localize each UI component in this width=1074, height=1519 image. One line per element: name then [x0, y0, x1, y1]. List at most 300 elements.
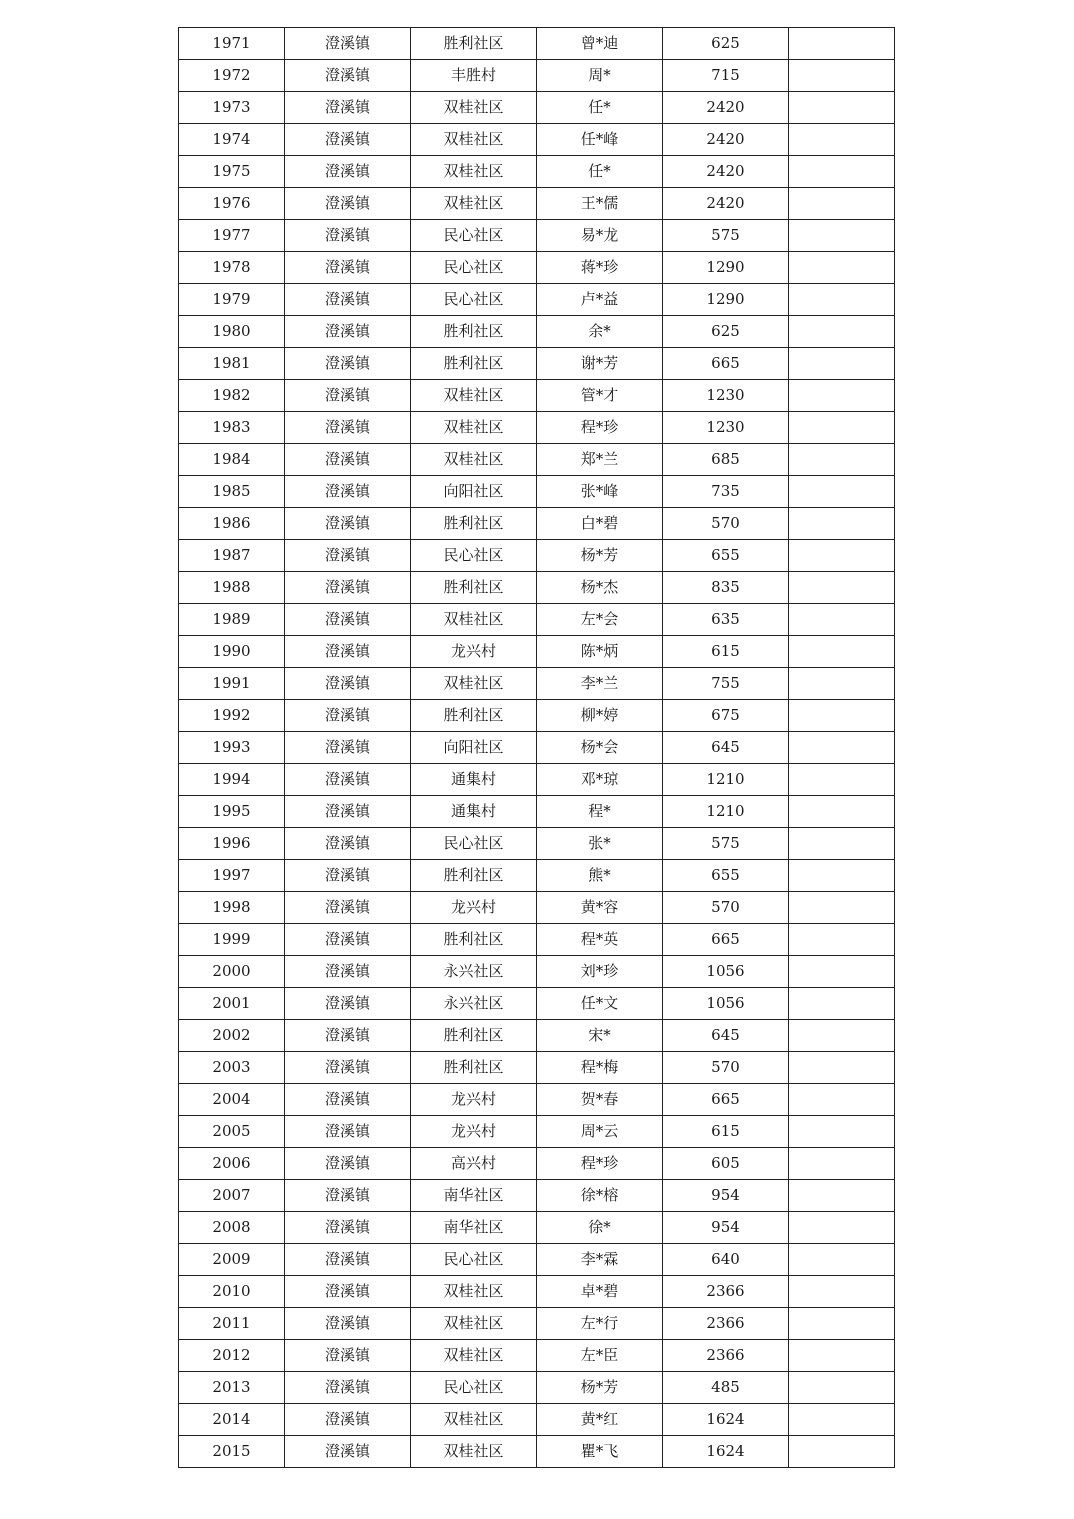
- table-row: [179, 604, 895, 636]
- table-row: [179, 316, 895, 348]
- cell-serial-number: 1985: [179, 476, 285, 508]
- table-row: [179, 412, 895, 444]
- cell-village: 龙兴村: [411, 892, 537, 924]
- cell-remark: [789, 1020, 895, 1052]
- cell-serial-number: 2001: [179, 988, 285, 1020]
- table-row: [179, 348, 895, 380]
- cell-amount: 735: [663, 476, 789, 508]
- cell-serial-number: 1999: [179, 924, 285, 956]
- cell-amount: 954: [663, 1180, 789, 1212]
- cell-town: 澄溪镇: [285, 540, 411, 572]
- cell-town: 澄溪镇: [285, 316, 411, 348]
- cell-name: 卓*碧: [537, 1276, 663, 1308]
- cell-village: 民心社区: [411, 220, 537, 252]
- cell-remark: [789, 924, 895, 956]
- cell-town: 澄溪镇: [285, 956, 411, 988]
- cell-name: 曾*迪: [537, 28, 663, 60]
- cell-amount: 575: [663, 828, 789, 860]
- cell-name: 宋*: [537, 1020, 663, 1052]
- cell-town: 澄溪镇: [285, 476, 411, 508]
- cell-remark: [789, 572, 895, 604]
- cell-serial-number: 1991: [179, 668, 285, 700]
- table-row: [179, 1212, 895, 1244]
- cell-name: 程*英: [537, 924, 663, 956]
- cell-village: 民心社区: [411, 284, 537, 316]
- cell-town: 澄溪镇: [285, 284, 411, 316]
- cell-amount: 1624: [663, 1436, 789, 1468]
- table-row: [179, 508, 895, 540]
- table-row: [179, 1404, 895, 1436]
- cell-town: 澄溪镇: [285, 1244, 411, 1276]
- table-row: [179, 156, 895, 188]
- cell-name: 黄*红: [537, 1404, 663, 1436]
- cell-village: 通集村: [411, 764, 537, 796]
- cell-town: 澄溪镇: [285, 732, 411, 764]
- cell-serial-number: 2006: [179, 1148, 285, 1180]
- cell-town: 澄溪镇: [285, 92, 411, 124]
- cell-name: 程*: [537, 796, 663, 828]
- cell-remark: [789, 380, 895, 412]
- cell-name: 杨*杰: [537, 572, 663, 604]
- cell-name: 刘*珍: [537, 956, 663, 988]
- cell-name: 余*: [537, 316, 663, 348]
- cell-village: 丰胜村: [411, 60, 537, 92]
- cell-amount: 635: [663, 604, 789, 636]
- cell-town: 澄溪镇: [285, 28, 411, 60]
- cell-village: 双桂社区: [411, 92, 537, 124]
- cell-serial-number: 2008: [179, 1212, 285, 1244]
- cell-name: 任*: [537, 92, 663, 124]
- cell-town: 澄溪镇: [285, 860, 411, 892]
- cell-amount: 1210: [663, 796, 789, 828]
- cell-amount: 835: [663, 572, 789, 604]
- cell-serial-number: 1988: [179, 572, 285, 604]
- table-row: [179, 124, 895, 156]
- cell-town: 澄溪镇: [285, 1084, 411, 1116]
- cell-remark: [789, 60, 895, 92]
- table-row: [179, 892, 895, 924]
- table-row: [179, 188, 895, 220]
- cell-remark: [789, 124, 895, 156]
- table-row: [179, 380, 895, 412]
- cell-village: 双桂社区: [411, 1404, 537, 1436]
- cell-serial-number: 1989: [179, 604, 285, 636]
- cell-name: 杨*会: [537, 732, 663, 764]
- cell-town: 澄溪镇: [285, 572, 411, 604]
- records-table-body: [179, 28, 895, 1468]
- cell-village: 龙兴村: [411, 1116, 537, 1148]
- cell-remark: [789, 1084, 895, 1116]
- cell-name: 贺*春: [537, 1084, 663, 1116]
- cell-serial-number: 1975: [179, 156, 285, 188]
- cell-name: 李*霖: [537, 1244, 663, 1276]
- cell-serial-number: 2007: [179, 1180, 285, 1212]
- cell-amount: 1230: [663, 380, 789, 412]
- cell-remark: [789, 412, 895, 444]
- cell-town: 澄溪镇: [285, 1116, 411, 1148]
- cell-amount: 1290: [663, 252, 789, 284]
- cell-amount: 1230: [663, 412, 789, 444]
- cell-amount: 2420: [663, 156, 789, 188]
- cell-town: 澄溪镇: [285, 988, 411, 1020]
- cell-town: 澄溪镇: [285, 1340, 411, 1372]
- cell-remark: [789, 1340, 895, 1372]
- cell-name: 程*梅: [537, 1052, 663, 1084]
- cell-remark: [789, 796, 895, 828]
- cell-amount: 665: [663, 348, 789, 380]
- cell-village: 双桂社区: [411, 1340, 537, 1372]
- cell-serial-number: 1974: [179, 124, 285, 156]
- cell-name: 郑*兰: [537, 444, 663, 476]
- cell-amount: 1624: [663, 1404, 789, 1436]
- cell-name: 李*兰: [537, 668, 663, 700]
- cell-village: 双桂社区: [411, 604, 537, 636]
- cell-town: 澄溪镇: [285, 1212, 411, 1244]
- cell-amount: 655: [663, 540, 789, 572]
- cell-village: 胜利社区: [411, 572, 537, 604]
- table-row: [179, 284, 895, 316]
- cell-amount: 1290: [663, 284, 789, 316]
- cell-serial-number: 2003: [179, 1052, 285, 1084]
- cell-name: 左*臣: [537, 1340, 663, 1372]
- cell-village: 双桂社区: [411, 668, 537, 700]
- cell-village: 民心社区: [411, 828, 537, 860]
- cell-town: 澄溪镇: [285, 1372, 411, 1404]
- cell-amount: 685: [663, 444, 789, 476]
- cell-town: 澄溪镇: [285, 188, 411, 220]
- cell-name: 白*碧: [537, 508, 663, 540]
- cell-remark: [789, 284, 895, 316]
- document-sheet: [178, 27, 894, 1468]
- cell-name: 张*: [537, 828, 663, 860]
- cell-name: 任*文: [537, 988, 663, 1020]
- table-row: [179, 444, 895, 476]
- table-row: [179, 220, 895, 252]
- cell-remark: [789, 860, 895, 892]
- table-row: [179, 1436, 895, 1468]
- table-row: [179, 252, 895, 284]
- cell-name: 徐*榕: [537, 1180, 663, 1212]
- cell-serial-number: 1977: [179, 220, 285, 252]
- cell-town: 澄溪镇: [285, 668, 411, 700]
- table-row: [179, 796, 895, 828]
- records-table: [178, 27, 895, 1468]
- cell-village: 胜利社区: [411, 316, 537, 348]
- cell-village: 双桂社区: [411, 188, 537, 220]
- cell-remark: [789, 188, 895, 220]
- cell-name: 程*珍: [537, 1148, 663, 1180]
- cell-village: 双桂社区: [411, 412, 537, 444]
- table-row: [179, 1276, 895, 1308]
- cell-name: 陈*炳: [537, 636, 663, 668]
- cell-remark: [789, 956, 895, 988]
- cell-town: 澄溪镇: [285, 508, 411, 540]
- cell-town: 澄溪镇: [285, 1404, 411, 1436]
- cell-amount: 665: [663, 924, 789, 956]
- cell-remark: [789, 732, 895, 764]
- cell-town: 澄溪镇: [285, 796, 411, 828]
- cell-town: 澄溪镇: [285, 1276, 411, 1308]
- cell-remark: [789, 764, 895, 796]
- cell-amount: 1210: [663, 764, 789, 796]
- cell-remark: [789, 1116, 895, 1148]
- table-row: [179, 1148, 895, 1180]
- cell-remark: [789, 668, 895, 700]
- cell-village: 双桂社区: [411, 380, 537, 412]
- cell-serial-number: 1971: [179, 28, 285, 60]
- table-row: [179, 764, 895, 796]
- cell-name: 左*行: [537, 1308, 663, 1340]
- cell-serial-number: 2014: [179, 1404, 285, 1436]
- cell-serial-number: 2000: [179, 956, 285, 988]
- cell-village: 永兴社区: [411, 956, 537, 988]
- cell-serial-number: 1983: [179, 412, 285, 444]
- cell-village: 双桂社区: [411, 1276, 537, 1308]
- cell-village: 胜利社区: [411, 1020, 537, 1052]
- cell-amount: 645: [663, 1020, 789, 1052]
- cell-remark: [789, 892, 895, 924]
- cell-town: 澄溪镇: [285, 636, 411, 668]
- cell-village: 双桂社区: [411, 1436, 537, 1468]
- cell-village: 龙兴村: [411, 636, 537, 668]
- cell-town: 澄溪镇: [285, 1180, 411, 1212]
- cell-remark: [789, 508, 895, 540]
- cell-amount: 2420: [663, 92, 789, 124]
- cell-amount: 615: [663, 636, 789, 668]
- cell-name: 徐*: [537, 1212, 663, 1244]
- cell-amount: 2366: [663, 1340, 789, 1372]
- cell-village: 南华社区: [411, 1180, 537, 1212]
- cell-amount: 485: [663, 1372, 789, 1404]
- cell-amount: 2366: [663, 1308, 789, 1340]
- cell-village: 胜利社区: [411, 508, 537, 540]
- cell-name: 易*龙: [537, 220, 663, 252]
- cell-village: 双桂社区: [411, 156, 537, 188]
- cell-serial-number: 1994: [179, 764, 285, 796]
- cell-remark: [789, 828, 895, 860]
- cell-remark: [789, 156, 895, 188]
- cell-village: 永兴社区: [411, 988, 537, 1020]
- cell-town: 澄溪镇: [285, 252, 411, 284]
- cell-serial-number: 2012: [179, 1340, 285, 1372]
- cell-amount: 2366: [663, 1276, 789, 1308]
- cell-serial-number: 1997: [179, 860, 285, 892]
- cell-town: 澄溪镇: [285, 348, 411, 380]
- cell-amount: 665: [663, 1084, 789, 1116]
- table-row: [179, 828, 895, 860]
- cell-amount: 640: [663, 1244, 789, 1276]
- cell-amount: 645: [663, 732, 789, 764]
- cell-serial-number: 2013: [179, 1372, 285, 1404]
- cell-town: 澄溪镇: [285, 1308, 411, 1340]
- cell-amount: 715: [663, 60, 789, 92]
- cell-name: 管*才: [537, 380, 663, 412]
- table-row: [179, 1308, 895, 1340]
- cell-amount: 1056: [663, 956, 789, 988]
- table-row: [179, 1244, 895, 1276]
- cell-serial-number: 1976: [179, 188, 285, 220]
- cell-village: 高兴村: [411, 1148, 537, 1180]
- cell-remark: [789, 636, 895, 668]
- cell-name: 黄*容: [537, 892, 663, 924]
- table-row: [179, 540, 895, 572]
- cell-town: 澄溪镇: [285, 412, 411, 444]
- cell-amount: 625: [663, 316, 789, 348]
- cell-serial-number: 1973: [179, 92, 285, 124]
- cell-name: 任*: [537, 156, 663, 188]
- cell-serial-number: 1993: [179, 732, 285, 764]
- cell-serial-number: 1981: [179, 348, 285, 380]
- cell-name: 柳*婷: [537, 700, 663, 732]
- cell-village: 通集村: [411, 796, 537, 828]
- cell-village: 胜利社区: [411, 28, 537, 60]
- cell-remark: [789, 540, 895, 572]
- cell-town: 澄溪镇: [285, 220, 411, 252]
- cell-remark: [789, 1180, 895, 1212]
- cell-amount: 570: [663, 1052, 789, 1084]
- cell-remark: [789, 1436, 895, 1468]
- cell-town: 澄溪镇: [285, 1148, 411, 1180]
- table-row: [179, 924, 895, 956]
- table-row: [179, 700, 895, 732]
- table-row: [179, 1116, 895, 1148]
- cell-village: 胜利社区: [411, 1052, 537, 1084]
- cell-amount: 575: [663, 220, 789, 252]
- cell-serial-number: 1986: [179, 508, 285, 540]
- cell-amount: 2420: [663, 124, 789, 156]
- cell-serial-number: 1995: [179, 796, 285, 828]
- cell-town: 澄溪镇: [285, 156, 411, 188]
- cell-village: 胜利社区: [411, 924, 537, 956]
- cell-serial-number: 2009: [179, 1244, 285, 1276]
- cell-name: 卢*益: [537, 284, 663, 316]
- cell-serial-number: 2010: [179, 1276, 285, 1308]
- cell-town: 澄溪镇: [285, 124, 411, 156]
- table-row: [179, 60, 895, 92]
- cell-name: 熊*: [537, 860, 663, 892]
- cell-village: 民心社区: [411, 1372, 537, 1404]
- table-row: [179, 476, 895, 508]
- cell-town: 澄溪镇: [285, 892, 411, 924]
- cell-village: 向阳社区: [411, 732, 537, 764]
- cell-amount: 605: [663, 1148, 789, 1180]
- table-row: [179, 956, 895, 988]
- cell-remark: [789, 1308, 895, 1340]
- cell-name: 瞿*飞: [537, 1436, 663, 1468]
- cell-remark: [789, 1148, 895, 1180]
- cell-remark: [789, 700, 895, 732]
- cell-serial-number: 2004: [179, 1084, 285, 1116]
- table-row: [179, 1340, 895, 1372]
- cell-village: 胜利社区: [411, 700, 537, 732]
- cell-amount: 615: [663, 1116, 789, 1148]
- cell-remark: [789, 604, 895, 636]
- table-row: [179, 28, 895, 60]
- table-row: [179, 1180, 895, 1212]
- cell-serial-number: 1992: [179, 700, 285, 732]
- cell-remark: [789, 252, 895, 284]
- cell-village: 胜利社区: [411, 348, 537, 380]
- cell-remark: [789, 220, 895, 252]
- cell-amount: 625: [663, 28, 789, 60]
- cell-serial-number: 1996: [179, 828, 285, 860]
- cell-village: 民心社区: [411, 1244, 537, 1276]
- cell-serial-number: 1987: [179, 540, 285, 572]
- cell-town: 澄溪镇: [285, 764, 411, 796]
- cell-name: 周*: [537, 60, 663, 92]
- table-row: [179, 1052, 895, 1084]
- cell-village: 向阳社区: [411, 476, 537, 508]
- cell-remark: [789, 316, 895, 348]
- cell-serial-number: 1972: [179, 60, 285, 92]
- table-row: [179, 92, 895, 124]
- cell-amount: 570: [663, 508, 789, 540]
- cell-serial-number: 1998: [179, 892, 285, 924]
- cell-town: 澄溪镇: [285, 1052, 411, 1084]
- cell-remark: [789, 92, 895, 124]
- cell-village: 双桂社区: [411, 1308, 537, 1340]
- cell-town: 澄溪镇: [285, 444, 411, 476]
- cell-name: 蒋*珍: [537, 252, 663, 284]
- table-row: [179, 1084, 895, 1116]
- table-row: [179, 636, 895, 668]
- cell-serial-number: 1980: [179, 316, 285, 348]
- cell-serial-number: 1979: [179, 284, 285, 316]
- cell-name: 杨*芳: [537, 540, 663, 572]
- cell-town: 澄溪镇: [285, 828, 411, 860]
- cell-town: 澄溪镇: [285, 1436, 411, 1468]
- cell-remark: [789, 476, 895, 508]
- cell-name: 周*云: [537, 1116, 663, 1148]
- table-row: [179, 1020, 895, 1052]
- cell-name: 王*儒: [537, 188, 663, 220]
- cell-amount: 570: [663, 892, 789, 924]
- cell-remark: [789, 444, 895, 476]
- cell-village: 民心社区: [411, 252, 537, 284]
- cell-town: 澄溪镇: [285, 604, 411, 636]
- cell-name: 邓*琼: [537, 764, 663, 796]
- cell-remark: [789, 1212, 895, 1244]
- cell-name: 任*峰: [537, 124, 663, 156]
- cell-remark: [789, 1276, 895, 1308]
- table-row: [179, 572, 895, 604]
- cell-town: 澄溪镇: [285, 380, 411, 412]
- cell-amount: 675: [663, 700, 789, 732]
- cell-serial-number: 1990: [179, 636, 285, 668]
- cell-amount: 655: [663, 860, 789, 892]
- cell-remark: [789, 1404, 895, 1436]
- table-row: [179, 860, 895, 892]
- cell-serial-number: 2015: [179, 1436, 285, 1468]
- cell-village: 民心社区: [411, 540, 537, 572]
- cell-name: 程*珍: [537, 412, 663, 444]
- cell-amount: 954: [663, 1212, 789, 1244]
- cell-amount: 755: [663, 668, 789, 700]
- cell-town: 澄溪镇: [285, 60, 411, 92]
- table-row: [179, 988, 895, 1020]
- cell-village: 胜利社区: [411, 860, 537, 892]
- cell-serial-number: 1978: [179, 252, 285, 284]
- cell-village: 南华社区: [411, 1212, 537, 1244]
- cell-name: 杨*芳: [537, 1372, 663, 1404]
- cell-amount: 2420: [663, 188, 789, 220]
- cell-serial-number: 2005: [179, 1116, 285, 1148]
- cell-serial-number: 1982: [179, 380, 285, 412]
- table-row: [179, 1372, 895, 1404]
- cell-remark: [789, 1372, 895, 1404]
- cell-remark: [789, 28, 895, 60]
- cell-village: 龙兴村: [411, 1084, 537, 1116]
